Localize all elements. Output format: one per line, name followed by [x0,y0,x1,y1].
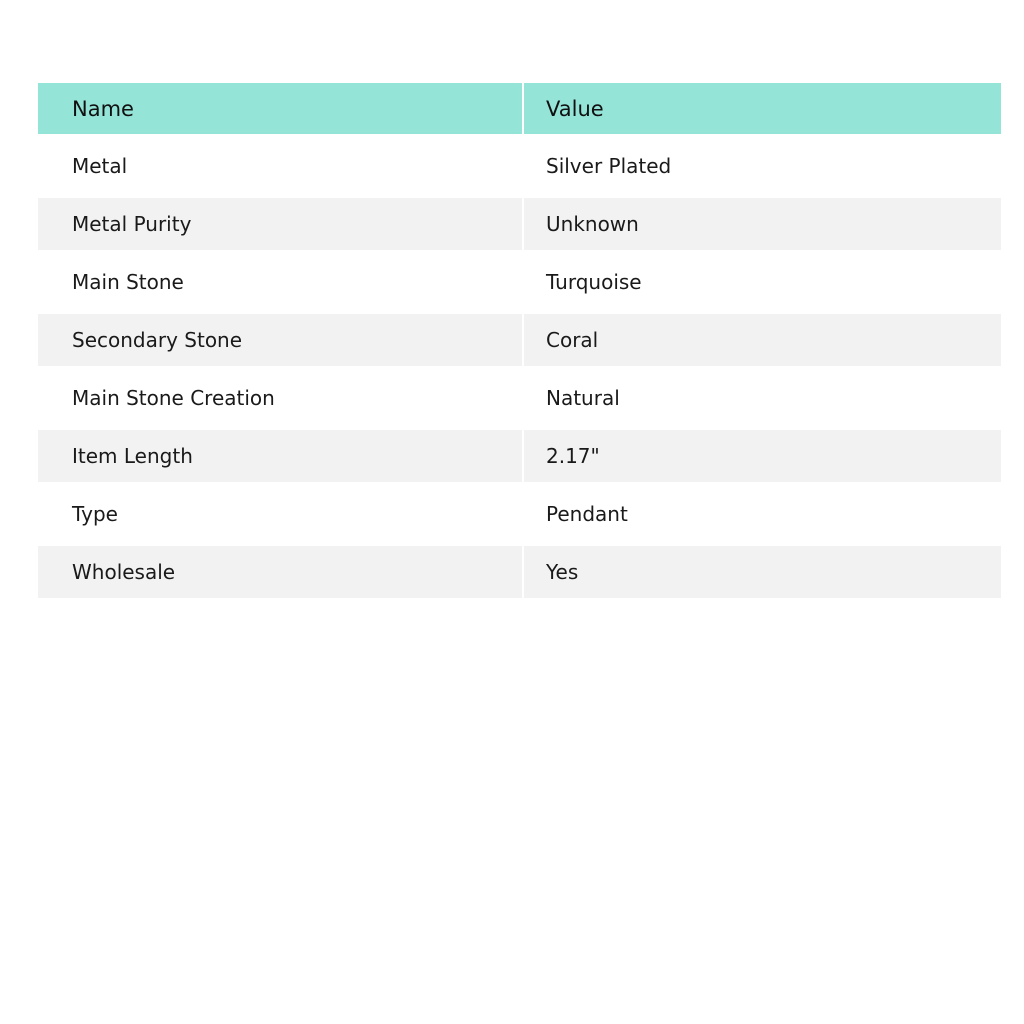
table-row [38,250,1001,314]
row-name: Type [38,482,523,546]
table-row [38,366,1001,430]
row-name: Metal [38,134,523,198]
row-name: Main Stone Creation [38,366,523,430]
table-row [38,430,1001,482]
table-row [38,546,1001,598]
row-name: Metal Purity [38,198,523,250]
header-value: Value [523,83,1001,134]
row-value: Turquoise [523,250,1001,314]
table-row [38,134,1001,198]
table-row [38,198,1001,250]
row-name: Secondary Stone [38,314,523,366]
table-header [38,83,1001,134]
row-value: Yes [523,546,1001,598]
table-body [38,134,1001,598]
header-name: Name [38,83,523,134]
product-specs-table [38,83,1001,598]
header-row [38,83,1001,134]
row-name: Wholesale [38,546,523,598]
row-value: Unknown [523,198,1001,250]
row-value: Pendant [523,482,1001,546]
row-value: Coral [523,314,1001,366]
table-row [38,482,1001,546]
table-row [38,314,1001,366]
row-name: Item Length [38,430,523,482]
row-value: Natural [523,366,1001,430]
row-value: 2.17" [523,430,1001,482]
row-value: Silver Plated [523,134,1001,198]
row-name: Main Stone [38,250,523,314]
